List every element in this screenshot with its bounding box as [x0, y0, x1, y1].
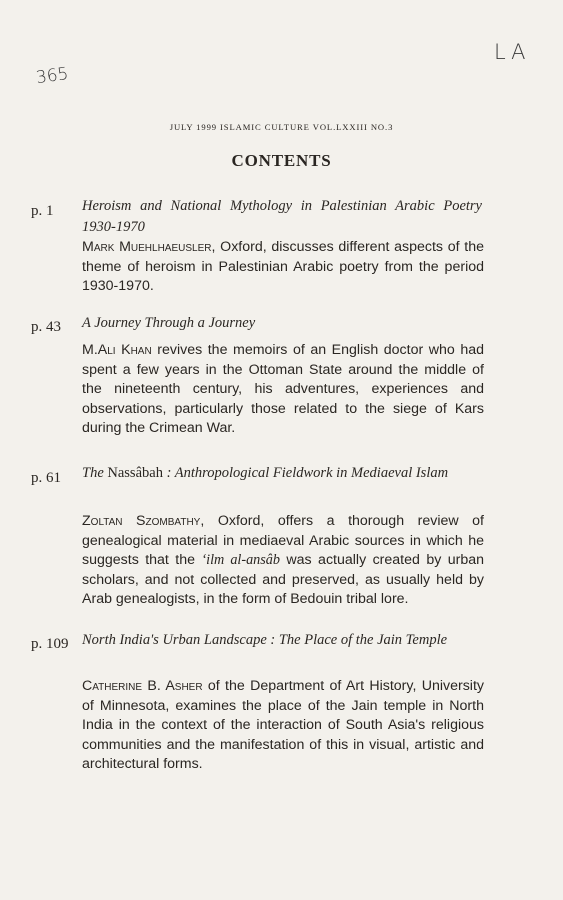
- title-prefix: The: [82, 465, 108, 481]
- page-title: CONTENTS: [231, 151, 332, 170]
- description-text: , Oxford, offers a thorough review of genealogical material in mediaeval Arabic sources in which he suggests that the: [82, 513, 484, 568]
- author-name: M.Ali Khan: [82, 342, 152, 358]
- article-title: Heroism and National Mythology in Palestinian Arabic Poetry 1930-1970: [82, 198, 482, 235]
- author-name: Mark Muehlhaeusler: [82, 239, 212, 255]
- author-name: Catherine B. Asher: [82, 678, 203, 694]
- issue-header: JULY 1999 ISLAMIC CULTURE VOL.LXXIII NO.3: [169, 122, 394, 132]
- article-description: [82, 341, 484, 439]
- article-description: [82, 512, 484, 610]
- title-roman-word: Nassâbah: [107, 465, 163, 481]
- article-description: [82, 238, 484, 297]
- description-text: , Oxford, discusses different aspects of the theme of heroism in Palestinian Arabic poetry from the period 1930-1970.: [82, 239, 484, 294]
- title-rest: : Anthropological Fieldwork in Mediaeval Islam: [162, 465, 449, 481]
- description-text-cont: was actually created by urban scholars, and not collected and preserved, as usually held by Arab genealogists, in the form of Bedouin tribal lore.: [82, 552, 485, 607]
- handwritten-initials: LA: [494, 40, 531, 64]
- author-name: Zoltan Szombathy: [82, 513, 201, 529]
- article-title: North India's Urban Landscape : The Place of the Jain Temple: [82, 632, 448, 648]
- page-reference: p. 43: [31, 319, 61, 335]
- page-reference: p. 109: [31, 636, 69, 652]
- description-text: of the Department of Art History, University of Minnesota, examines the place of the Jain temple in North India in the context of the interaction of South Asia's religious communities and the manifestation of this in visual, artistic and architectural forms.: [82, 678, 484, 772]
- description-text: revives the memoirs of an English doctor who had spent a few years in the Ottoman State around the middle of the nineteenth century, his adventures, experiences and observations, particularly those related to the siege of Kars during the Crimean War.: [82, 342, 484, 436]
- page-reference: p. 61: [31, 470, 61, 486]
- article-description: [82, 677, 484, 775]
- article-title: [82, 463, 482, 484]
- handwritten-page-number: 365: [34, 63, 70, 89]
- page-reference: p. 1: [31, 203, 54, 219]
- article-title: A Journey Through a Journey: [82, 315, 256, 331]
- description-italic-term: ‘ilm al-ansâb: [201, 552, 280, 568]
